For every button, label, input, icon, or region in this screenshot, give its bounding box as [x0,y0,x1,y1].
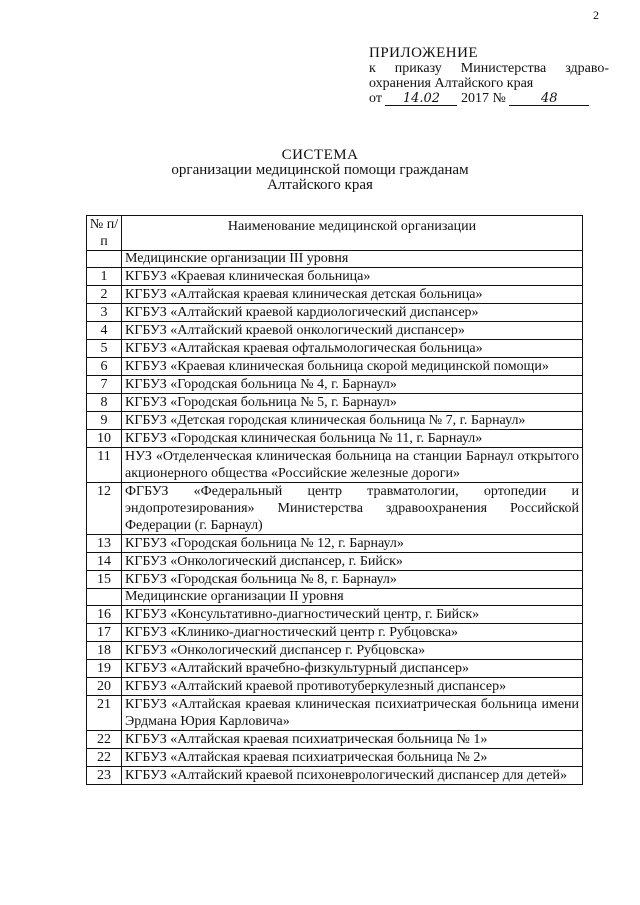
table-row [87,376,583,394]
organization-name: КГБУЗ «Алтайский краевой психоневрологический диспансер для детей» [122,767,583,785]
row-number: 3 [87,304,122,322]
row-number: 2 [87,286,122,304]
organization-name: КГБУЗ «Алтайский краевой противотуберкулезный диспансер» [122,678,583,696]
row-number: 13 [87,535,122,553]
row-number: 23 [87,767,122,785]
table-row [87,394,583,412]
document-title-region: Алтайского края [267,177,373,193]
handwritten-order-number: 48 [509,92,589,106]
organization-name: КГБУЗ «Краевая клиническая больница скорой медицинской помощи» [122,358,583,376]
section-title: Медицинские организации II уровня [122,589,583,606]
organization-name: КГБУЗ «Алтайская краевая психиатрическая больница № 2» [122,749,583,767]
section-row [87,251,583,268]
row-number: 16 [87,606,122,624]
organization-name: КГБУЗ «Городская больница № 8, г. Барнаул» [122,571,583,589]
table-row [87,535,583,553]
row-number: 8 [87,394,122,412]
organization-name: КГБУЗ «Алтайский врачебно-физкультурный диспансер» [122,660,583,678]
organization-name: КГБУЗ «Онкологический диспансер, г. Бийск» [122,553,583,571]
organization-name: КГБУЗ «Алтайская краевая психиатрическая больница № 1» [122,731,583,749]
organization-name: КГБУЗ «Городская больница № 5, г. Барнаул» [122,394,583,412]
table-row [87,642,583,660]
organization-name: КГБУЗ «Консультативно-диагностический центр, г. Бийск» [122,606,583,624]
table-row [87,304,583,322]
section-number-cell [87,251,122,268]
row-number: 12 [87,483,122,535]
appendix-title: ПРИЛОЖЕНИЕ [369,45,479,61]
row-number: 6 [87,358,122,376]
appendix-header [369,46,609,106]
table-row [87,483,583,535]
organizations-table [86,215,583,785]
table-row [87,678,583,696]
row-number: 14 [87,553,122,571]
table-row [87,606,583,624]
row-number: 1 [87,268,122,286]
organization-name: КГБУЗ «Краевая клиническая больница» [122,268,583,286]
table-row [87,448,583,483]
row-number: 22 [87,749,122,767]
page-number: 2 [593,8,599,22]
organization-name: КГБУЗ «Алтайская краевая офтальмологическая больница» [122,340,583,358]
appendix-ministry-line: охранения Алтайского края [369,76,534,91]
section-number-cell [87,589,122,606]
organization-name: КГБУЗ «Онкологический диспансер г. Рубцовска» [122,642,583,660]
organization-name: КГБУЗ «Алтайский краевой кардиологический диспансер» [122,304,583,322]
table-row [87,731,583,749]
document-title [0,148,640,193]
row-number: 4 [87,322,122,340]
table-row [87,553,583,571]
organization-name: КГБУЗ «Городская больница № 4, г. Барнаул» [122,376,583,394]
organization-name: КГБУЗ «Клинико-диагностический центр г. Рубцовска» [122,624,583,642]
table-row [87,340,583,358]
row-number: 10 [87,430,122,448]
table-row [87,322,583,340]
header-number: № п/п [87,216,122,251]
organization-name: КГБУЗ «Алтайская краевая клиническая психиатрическая больница имени Эрдмана Юрия Карловича» [122,696,583,731]
table-row [87,696,583,731]
section-row [87,589,583,606]
organization-name: КГБУЗ «Алтайская краевая клиническая детская больница» [122,286,583,304]
row-number: 5 [87,340,122,358]
handwritten-date: 14.02 [385,92,457,106]
organization-name: КГБУЗ «Детская городская клиническая больница № 7, г. Барнаул» [122,412,583,430]
section-title: Медицинские организации III уровня [122,251,583,268]
table-row [87,430,583,448]
organization-name: КГБУЗ «Городская больница № 12, г. Барнаул» [122,535,583,553]
organization-name: КГБУЗ «Городская клиническая больница № 11, г. Барнаул» [122,430,583,448]
table-row [87,624,583,642]
row-number: 18 [87,642,122,660]
row-number: 21 [87,696,122,731]
row-number: 19 [87,660,122,678]
from-label: от [369,91,382,106]
appendix-date-line [369,91,609,106]
table-row [87,286,583,304]
table-row [87,268,583,286]
year-label: 2017 № [460,91,506,106]
row-number: 15 [87,571,122,589]
row-number: 9 [87,412,122,430]
header-name: Наименование медицинской организации [122,216,583,251]
table-row [87,412,583,430]
row-number: 7 [87,376,122,394]
table-header-row [87,216,583,251]
row-number: 17 [87,624,122,642]
organization-name: КГБУЗ «Алтайский краевой онкологический диспансер» [122,322,583,340]
row-number: 11 [87,448,122,483]
organization-name: ФГБУЗ «Федеральный центр травматологии, ортопедии и эндопротезирования» Министерства здравоохранения Российской Федерации (г. Барнаул) [122,483,583,535]
table-row [87,358,583,376]
table-row [87,767,583,785]
row-number: 20 [87,678,122,696]
document-title-subtitle: организации медицинской помощи гражданам [171,162,469,178]
appendix-order-line: к приказу Министерства здраво- [369,61,609,76]
table-row [87,571,583,589]
table-row [87,749,583,767]
organization-name: НУЗ «Отделенческая клиническая больница на станции Барнаул открытого акционерного общества «Российские железные дороги» [122,448,583,483]
document-title-main: СИСТЕМА [281,147,359,163]
table-row [87,660,583,678]
row-number: 22 [87,731,122,749]
